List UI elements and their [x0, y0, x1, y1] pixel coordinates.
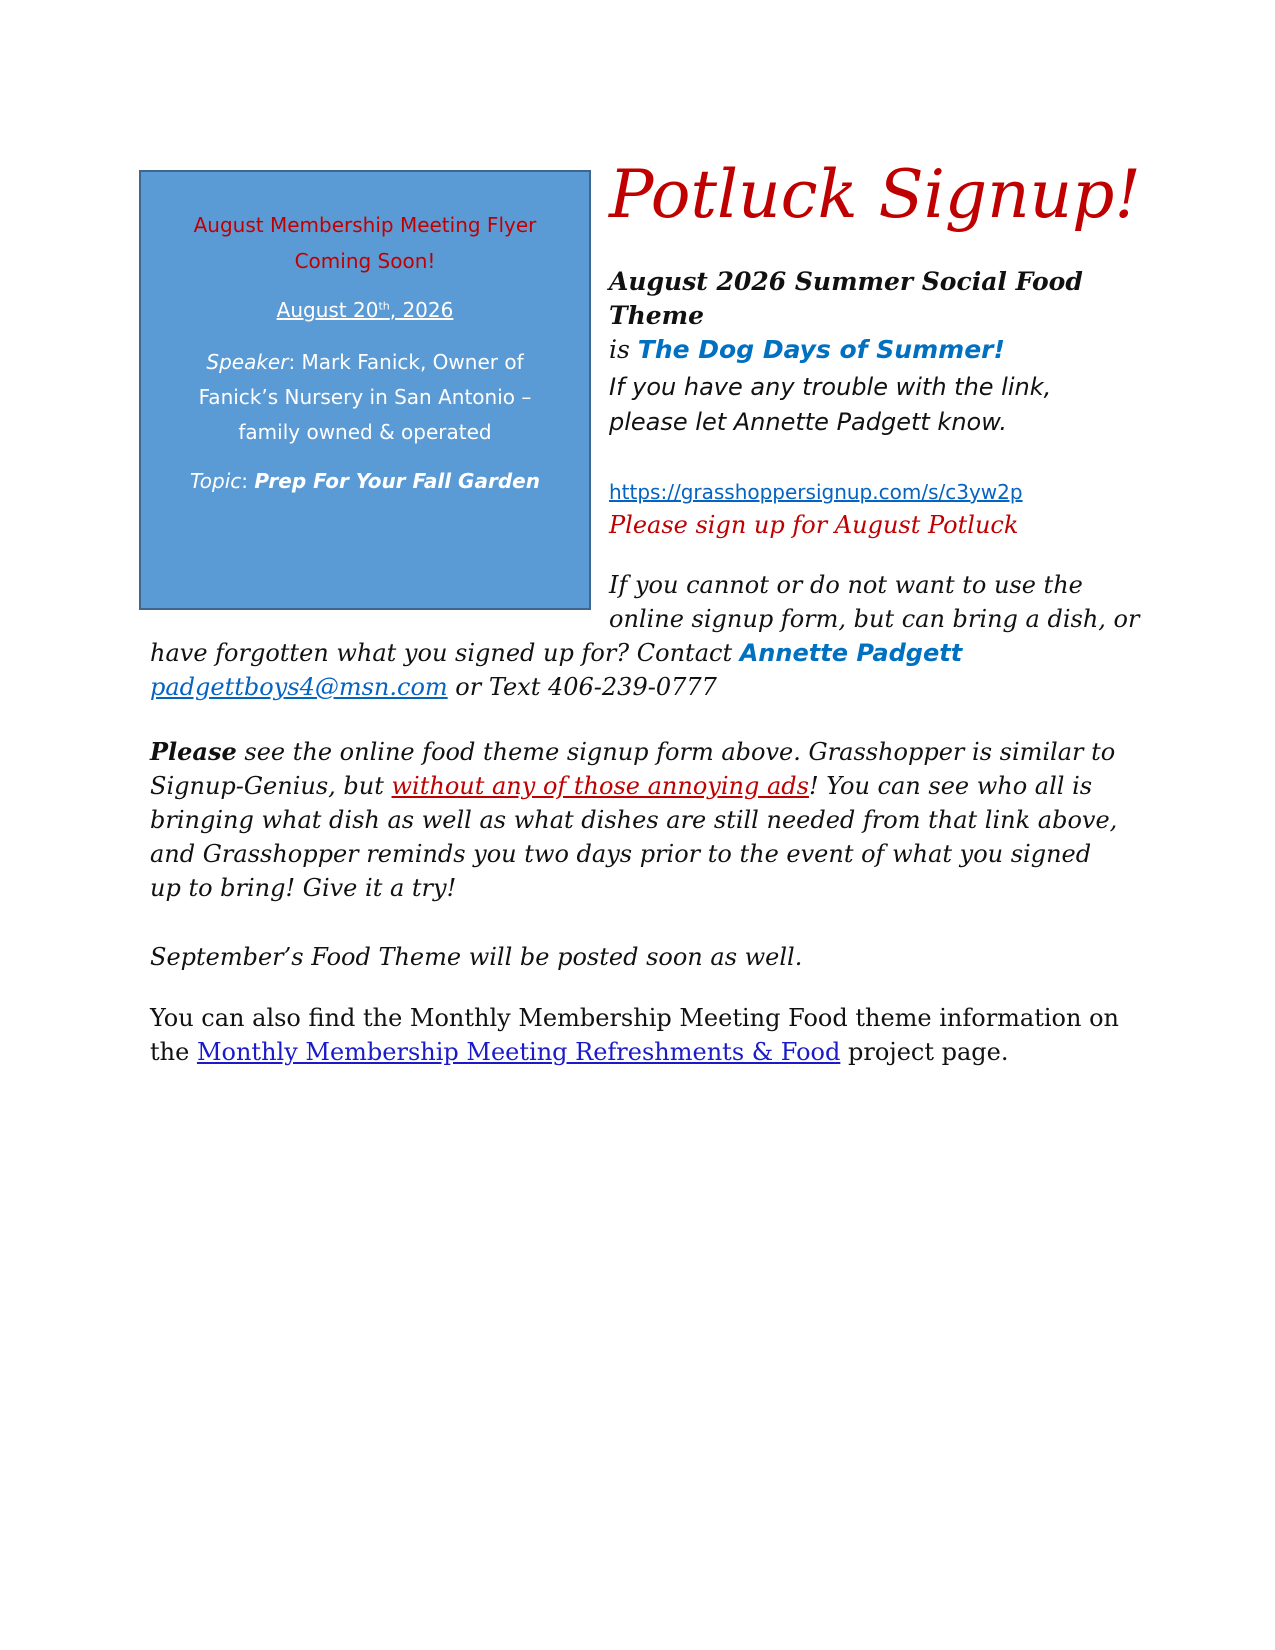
contact-line-2: online signup form, but can bring a dish, or: [609, 605, 1140, 633]
food-theme-heading: August 2026 Summer Social Food Theme: [609, 267, 1083, 330]
topic-info: [141, 466, 589, 496]
flyer-title-line1: August Membership Meeting Flyer: [193, 213, 537, 237]
please-text-2: ! You can see who all is bringing what dish as well as what dishes are still needed from that link above, and Grasshopper reminds you two days prior to the event of what you signed up to bring! Give it a try!: [150, 772, 1118, 902]
speaker-text: : Mark Fanick, Owner of Fanick’s Nursery in San Antonio – family owned & operated: [198, 350, 532, 444]
topic-text: Prep For Your Fall Garden: [254, 469, 540, 493]
meeting-date: [141, 295, 589, 325]
no-ads-link[interactable]: without any of those annoying ads: [391, 772, 809, 800]
page-title: Potluck Signup!: [609, 156, 1141, 233]
contact-line-4: [150, 670, 717, 704]
topic-label: Topic: [190, 469, 242, 493]
please-text-1: see the online food theme signup form above. Grasshopper is similar to Signup-Genius, but: [150, 738, 1116, 800]
food-theme-name: The Dog Days of Summer!: [637, 335, 1005, 364]
contact-phone-text: or Text 406-239-0777: [447, 673, 717, 701]
topic-colon: :: [241, 469, 255, 493]
contact-line-3: [150, 636, 962, 670]
speaker-info: [171, 345, 559, 450]
also-find-text-2: project page.: [840, 1038, 1009, 1066]
also-find-text-1: You can also find the Monthly Membership Meeting Food theme information on the: [150, 1004, 1119, 1066]
signup-link[interactable]: https://grasshoppersignup.com/s/c3yw2p: [609, 480, 1023, 504]
september-note: September’s Food Theme will be posted soon as well.: [150, 943, 803, 971]
contact-line-3-text: have forgotten what you signed up for? Contact: [150, 639, 740, 667]
signup-note: Please sign up for August Potluck: [609, 511, 1019, 539]
food-theme-is: is: [609, 335, 638, 364]
food-theme: [609, 265, 1129, 367]
meeting-date-prefix: August 20: [276, 298, 379, 322]
meeting-flyer-box: [139, 170, 591, 610]
grasshopper-paragraph: [150, 735, 1125, 905]
speaker-label: Speaker: [206, 350, 289, 374]
flyer-title: [161, 207, 569, 279]
meeting-date-suffix: , 2026: [389, 298, 454, 322]
meeting-date-ordinal: th: [378, 299, 390, 313]
food-theme-line2: [609, 333, 1129, 367]
project-page-note: [150, 1001, 1125, 1069]
flyer-title-line2: Coming Soon!: [294, 249, 436, 273]
please-word: Please: [150, 737, 237, 766]
contact-email-link[interactable]: padgettboys4@msn.com: [150, 673, 448, 701]
project-page-link[interactable]: Monthly Membership Meeting Refreshments & Food: [196, 1038, 841, 1066]
trouble-note: If you have any trouble with the link, please let Annette Padgett know.: [609, 373, 1052, 436]
contact-line-1: If you cannot or do not want to use the: [609, 571, 1083, 599]
contact-name: Annette Padgett: [739, 639, 963, 667]
